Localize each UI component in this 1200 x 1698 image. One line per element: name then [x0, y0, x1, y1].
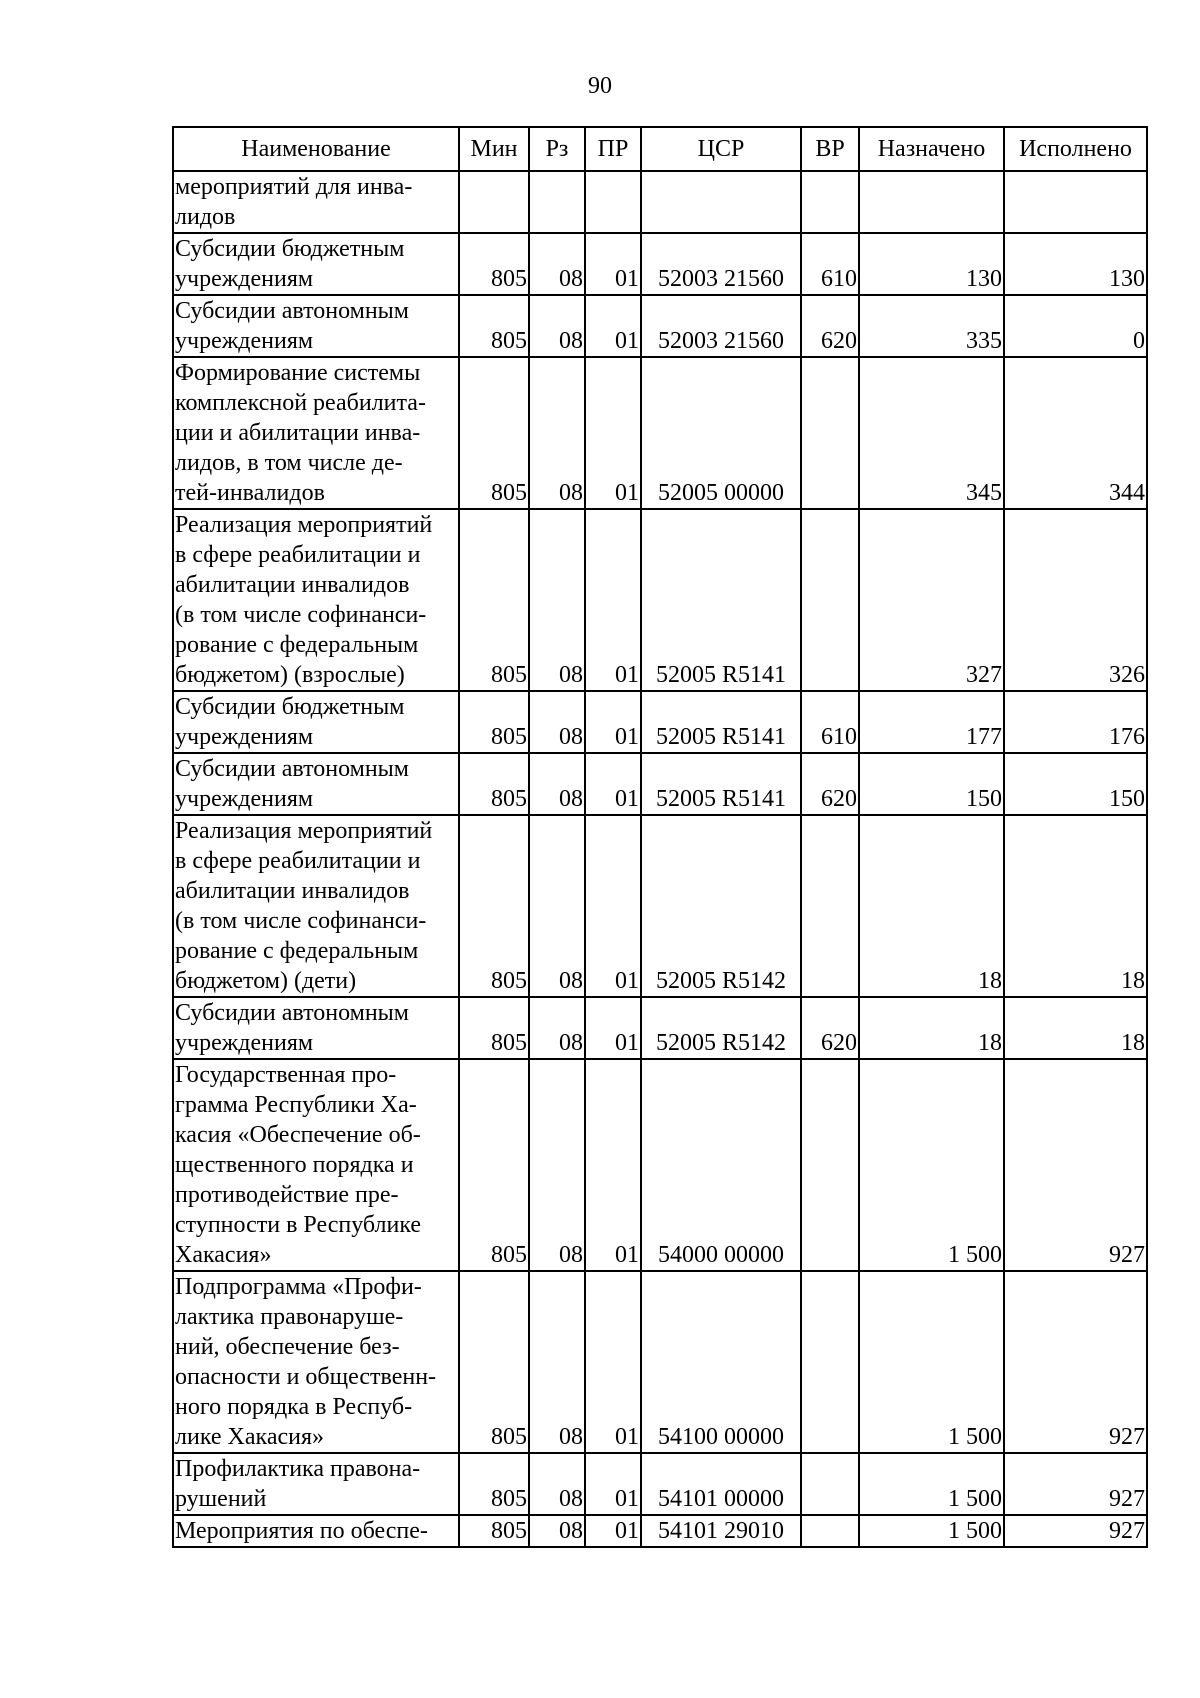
cell-assigned: 1 500	[859, 1271, 1004, 1453]
cell-vr: 620	[801, 753, 859, 815]
cell-assigned: 130	[859, 233, 1004, 295]
cell-assigned: 1 500	[859, 1515, 1004, 1547]
cell-csr: 52005 00000	[641, 357, 801, 509]
table-row	[173, 1453, 1147, 1515]
cell-executed: 176	[1004, 691, 1147, 753]
cell-min: 805	[459, 815, 529, 997]
cell-vr	[801, 815, 859, 997]
header-min: Мин	[459, 127, 529, 171]
cell-rz: 08	[529, 295, 585, 357]
table-row	[173, 1059, 1147, 1271]
cell-pr: 01	[585, 509, 641, 691]
cell-rz: 08	[529, 1059, 585, 1271]
cell-pr: 01	[585, 357, 641, 509]
cell-name: Формирование системы комплексной реабилита- ции и абилитации инва- лидов, в том числе де- тей-инвалидов	[173, 357, 459, 509]
cell-rz: 08	[529, 691, 585, 753]
cell-min: 805	[459, 357, 529, 509]
page-number: 90	[588, 73, 612, 99]
cell-executed: 927	[1004, 1515, 1147, 1547]
cell-executed: 326	[1004, 509, 1147, 691]
header-csr: ЦСР	[641, 127, 801, 171]
cell-vr	[801, 1515, 859, 1547]
cell-csr: 54101 29010	[641, 1515, 801, 1547]
cell-assigned: 345	[859, 357, 1004, 509]
cell-executed: 18	[1004, 815, 1147, 997]
budget-table	[172, 126, 1148, 1548]
cell-rz: 08	[529, 1453, 585, 1515]
cell-csr	[641, 171, 801, 233]
cell-csr: 52003 21560	[641, 233, 801, 295]
cell-vr: 610	[801, 233, 859, 295]
cell-min: 805	[459, 1453, 529, 1515]
cell-rz: 08	[529, 357, 585, 509]
cell-vr	[801, 509, 859, 691]
cell-name: Субсидии бюджетным учреждениям	[173, 233, 459, 295]
cell-name: Реализация мероприятий в сфере реабилитации и абилитации инвалидов (в том числе софинанси- рование с федеральным бюджетом) (дети)	[173, 815, 459, 997]
cell-name: Подпрограмма «Профи- лактика правонаруше- ний, обеспечение без- опасности и общественн- ного порядка в Респуб- лике Хакасия»	[173, 1271, 459, 1453]
cell-min: 805	[459, 997, 529, 1059]
cell-csr: 54000 00000	[641, 1059, 801, 1271]
cell-pr: 01	[585, 1453, 641, 1515]
cell-name: Субсидии автономным учреждениям	[173, 753, 459, 815]
table-row	[173, 691, 1147, 753]
cell-assigned: 18	[859, 997, 1004, 1059]
cell-vr	[801, 1271, 859, 1453]
cell-min: 805	[459, 1515, 529, 1547]
cell-csr: 54101 00000	[641, 1453, 801, 1515]
cell-min	[459, 171, 529, 233]
cell-name: Субсидии автономным учреждениям	[173, 997, 459, 1059]
cell-rz: 08	[529, 753, 585, 815]
cell-pr: 01	[585, 295, 641, 357]
table-row	[173, 357, 1147, 509]
cell-min: 805	[459, 1271, 529, 1453]
table-row	[173, 171, 1147, 233]
cell-rz: 08	[529, 1271, 585, 1453]
cell-csr: 52003 21560	[641, 295, 801, 357]
table-row	[173, 295, 1147, 357]
cell-assigned: 150	[859, 753, 1004, 815]
cell-name: Профилактика правона- рушений	[173, 1453, 459, 1515]
cell-name: Мероприятия по обеспе-	[173, 1515, 459, 1547]
cell-min: 805	[459, 691, 529, 753]
cell-pr: 01	[585, 233, 641, 295]
cell-vr	[801, 1453, 859, 1515]
cell-name: Субсидии автономным учреждениям	[173, 295, 459, 357]
cell-min: 805	[459, 295, 529, 357]
table-row	[173, 997, 1147, 1059]
cell-rz: 08	[529, 997, 585, 1059]
cell-assigned: 18	[859, 815, 1004, 997]
cell-executed: 150	[1004, 753, 1147, 815]
table-row	[173, 1271, 1147, 1453]
cell-csr: 54100 00000	[641, 1271, 801, 1453]
cell-assigned: 177	[859, 691, 1004, 753]
cell-min: 805	[459, 753, 529, 815]
cell-name: Субсидии бюджетным учреждениям	[173, 691, 459, 753]
cell-assigned	[859, 171, 1004, 233]
cell-executed	[1004, 171, 1147, 233]
cell-csr: 52005 R5142	[641, 997, 801, 1059]
cell-assigned: 327	[859, 509, 1004, 691]
cell-name: Государственная про- грамма Республики Ха- касия «Обеспечение об- щественного порядка и противодействие пре- ступности в Республике Хакасия»	[173, 1059, 459, 1271]
table-row	[173, 753, 1147, 815]
cell-pr: 01	[585, 691, 641, 753]
cell-assigned: 335	[859, 295, 1004, 357]
cell-rz: 08	[529, 815, 585, 997]
cell-vr: 620	[801, 997, 859, 1059]
cell-executed: 344	[1004, 357, 1147, 509]
cell-executed: 18	[1004, 997, 1147, 1059]
table-header-row	[173, 127, 1147, 171]
cell-pr: 01	[585, 1059, 641, 1271]
cell-min: 805	[459, 233, 529, 295]
cell-rz	[529, 171, 585, 233]
table-row	[173, 1515, 1147, 1547]
cell-rz: 08	[529, 509, 585, 691]
cell-pr	[585, 171, 641, 233]
cell-csr: 52005 R5141	[641, 691, 801, 753]
cell-rz: 08	[529, 1515, 585, 1547]
cell-min: 805	[459, 1059, 529, 1271]
cell-pr: 01	[585, 815, 641, 997]
cell-pr: 01	[585, 1515, 641, 1547]
cell-rz: 08	[529, 233, 585, 295]
cell-vr	[801, 357, 859, 509]
cell-min: 805	[459, 509, 529, 691]
cell-vr	[801, 1059, 859, 1271]
header-executed: Исполнено	[1004, 127, 1147, 171]
header-rz: Рз	[529, 127, 585, 171]
cell-csr: 52005 R5141	[641, 753, 801, 815]
cell-executed: 927	[1004, 1059, 1147, 1271]
cell-vr	[801, 171, 859, 233]
cell-vr: 610	[801, 691, 859, 753]
cell-csr: 52005 R5141	[641, 509, 801, 691]
cell-name: мероприятий для инва- лидов	[173, 171, 459, 233]
cell-executed: 0	[1004, 295, 1147, 357]
header-vr: ВР	[801, 127, 859, 171]
cell-pr: 01	[585, 753, 641, 815]
table-row	[173, 815, 1147, 997]
cell-pr: 01	[585, 1271, 641, 1453]
cell-assigned: 1 500	[859, 1453, 1004, 1515]
header-assigned: Назначено	[859, 127, 1004, 171]
cell-name: Реализация мероприятий в сфере реабилитации и абилитации инвалидов (в том числе софинанси- рование с федеральным бюджетом) (взрослые)	[173, 509, 459, 691]
cell-vr: 620	[801, 295, 859, 357]
cell-executed: 130	[1004, 233, 1147, 295]
cell-executed: 927	[1004, 1453, 1147, 1515]
cell-assigned: 1 500	[859, 1059, 1004, 1271]
cell-pr: 01	[585, 997, 641, 1059]
table-row	[173, 233, 1147, 295]
header-name: Наименование	[173, 127, 459, 171]
table-row	[173, 509, 1147, 691]
header-pr: ПР	[585, 127, 641, 171]
cell-executed: 927	[1004, 1271, 1147, 1453]
cell-csr: 52005 R5142	[641, 815, 801, 997]
